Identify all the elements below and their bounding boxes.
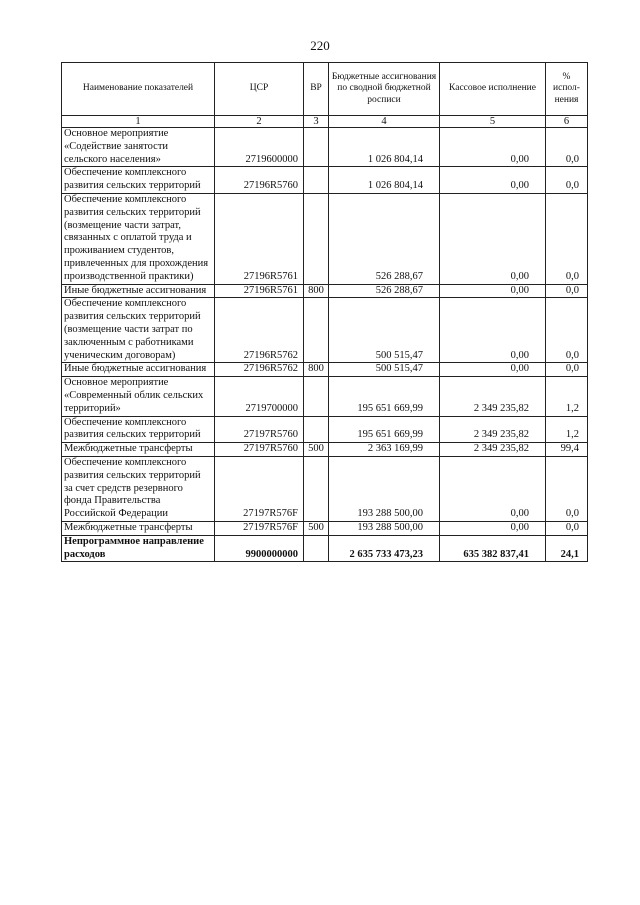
cell-budget: 526 288,67 <box>329 284 440 298</box>
cell-cash: 2 349 235,82 <box>440 416 546 443</box>
cell-csr: 27197R576F <box>215 521 304 535</box>
cell-csr: 27196R5760 <box>215 167 304 194</box>
cell-csr: 2719700000 <box>215 377 304 416</box>
table-row <box>62 167 588 194</box>
cell-cash: 0,00 <box>440 167 546 194</box>
cell-budget: 1 026 804,14 <box>329 167 440 194</box>
cell-cash: 635 382 837,41 <box>440 535 546 562</box>
cell-vr <box>304 535 329 562</box>
table-row <box>62 298 588 363</box>
header-cash: Кассовое исполнение <box>440 63 546 116</box>
cell-vr: 500 <box>304 521 329 535</box>
cell-vr <box>304 377 329 416</box>
cell-cash: 0,00 <box>440 193 546 284</box>
table-row <box>62 193 588 284</box>
cell-name: Обеспечение комплексного развития сельских территорий (возмещение части затрат, связанных с оплатой труда и проживанием студентов, привлеченных для прохождения производственной практики) <box>62 193 215 284</box>
header-budget: Бюджетные ассигнования по сводной бюджетной росписи <box>329 63 440 116</box>
cell-csr: 27197R5760 <box>215 416 304 443</box>
cell-cash: 0,00 <box>440 363 546 377</box>
cell-vr: 800 <box>304 363 329 377</box>
cell-pct: 0,0 <box>546 456 588 521</box>
cell-pct: 0,0 <box>546 298 588 363</box>
cell-budget: 193 288 500,00 <box>329 521 440 535</box>
cell-budget: 500 515,47 <box>329 298 440 363</box>
cell-pct: 1,2 <box>546 377 588 416</box>
header-name: Наименование показателей <box>62 63 215 116</box>
col-number: 2 <box>215 116 304 128</box>
cell-budget: 500 515,47 <box>329 363 440 377</box>
cell-pct: 24,1 <box>546 535 588 562</box>
col-number: 1 <box>62 116 215 128</box>
page-number: 220 <box>310 38 330 53</box>
cell-vr <box>304 416 329 443</box>
cell-budget: 526 288,67 <box>329 193 440 284</box>
header-csr: ЦСР <box>215 63 304 116</box>
col-number: 3 <box>304 116 329 128</box>
col-number: 5 <box>440 116 546 128</box>
table-row <box>62 456 588 521</box>
table-row <box>62 521 588 535</box>
cell-csr: 27196R5761 <box>215 284 304 298</box>
cell-vr <box>304 456 329 521</box>
table-row <box>62 363 588 377</box>
cell-budget: 2 363 169,99 <box>329 443 440 457</box>
cell-csr: 9900000000 <box>215 535 304 562</box>
cell-cash: 0,00 <box>440 298 546 363</box>
cell-csr: 27196R5762 <box>215 298 304 363</box>
cell-cash: 2 349 235,82 <box>440 377 546 416</box>
cell-pct: 0,0 <box>546 521 588 535</box>
cell-name: Обеспечение комплексного развития сельских территорий (возмещение части затрат по заключенным с работниками ученическим договорам) <box>62 298 215 363</box>
cell-vr <box>304 167 329 194</box>
cell-name: Обеспечение комплексного развития сельских территорий за счет средств резервного фонда Правительства Российской Федерации <box>62 456 215 521</box>
table-row <box>62 443 588 457</box>
cell-vr: 500 <box>304 443 329 457</box>
cell-vr: 800 <box>304 284 329 298</box>
cell-pct: 0,0 <box>546 193 588 284</box>
cell-budget: 193 288 500,00 <box>329 456 440 521</box>
column-number-row <box>62 116 588 128</box>
cell-csr: 27197R5760 <box>215 443 304 457</box>
cell-vr <box>304 298 329 363</box>
cell-name: Непрограммное направление расходов <box>62 535 215 562</box>
cell-pct: 99,4 <box>546 443 588 457</box>
cell-cash: 0,00 <box>440 128 546 167</box>
cell-pct: 0,0 <box>546 363 588 377</box>
cell-budget: 2 635 733 473,23 <box>329 535 440 562</box>
table-row <box>62 128 588 167</box>
cell-vr <box>304 128 329 167</box>
cell-pct: 0,0 <box>546 167 588 194</box>
cell-name: Межбюджетные трансферты <box>62 521 215 535</box>
cell-name: Основное мероприятие «Современный облик сельских территорий» <box>62 377 215 416</box>
table-row <box>62 284 588 298</box>
cell-csr: 2719600000 <box>215 128 304 167</box>
cell-name: Обеспечение комплексного развития сельских территорий <box>62 167 215 194</box>
cell-name: Обеспечение комплексного развития сельских территорий <box>62 416 215 443</box>
cell-budget: 195 651 669,99 <box>329 377 440 416</box>
cell-vr <box>304 193 329 284</box>
cell-name: Основное мероприятие «Содействие занятости сельского населения» <box>62 128 215 167</box>
cell-budget: 195 651 669,99 <box>329 416 440 443</box>
cell-csr: 27196R5762 <box>215 363 304 377</box>
header-row <box>62 63 588 116</box>
budget-execution-table <box>61 62 588 562</box>
header-vr: ВР <box>304 63 329 116</box>
cell-csr: 27196R5761 <box>215 193 304 284</box>
cell-cash: 0,00 <box>440 456 546 521</box>
cell-cash: 0,00 <box>440 284 546 298</box>
cell-cash: 2 349 235,82 <box>440 443 546 457</box>
cell-pct: 0,0 <box>546 284 588 298</box>
cell-budget: 1 026 804,14 <box>329 128 440 167</box>
col-number: 4 <box>329 116 440 128</box>
col-number: 6 <box>546 116 588 128</box>
table-row <box>62 416 588 443</box>
table-row <box>62 377 588 416</box>
cell-pct: 0,0 <box>546 128 588 167</box>
cell-csr: 27197R576F <box>215 456 304 521</box>
cell-name: Иные бюджетные ассигнования <box>62 363 215 377</box>
cell-name: Межбюджетные трансферты <box>62 443 215 457</box>
cell-name: Иные бюджетные ассигнования <box>62 284 215 298</box>
cell-cash: 0,00 <box>440 521 546 535</box>
header-pct: % испол-нения <box>546 63 588 116</box>
cell-pct: 1,2 <box>546 416 588 443</box>
table-row <box>62 535 588 562</box>
